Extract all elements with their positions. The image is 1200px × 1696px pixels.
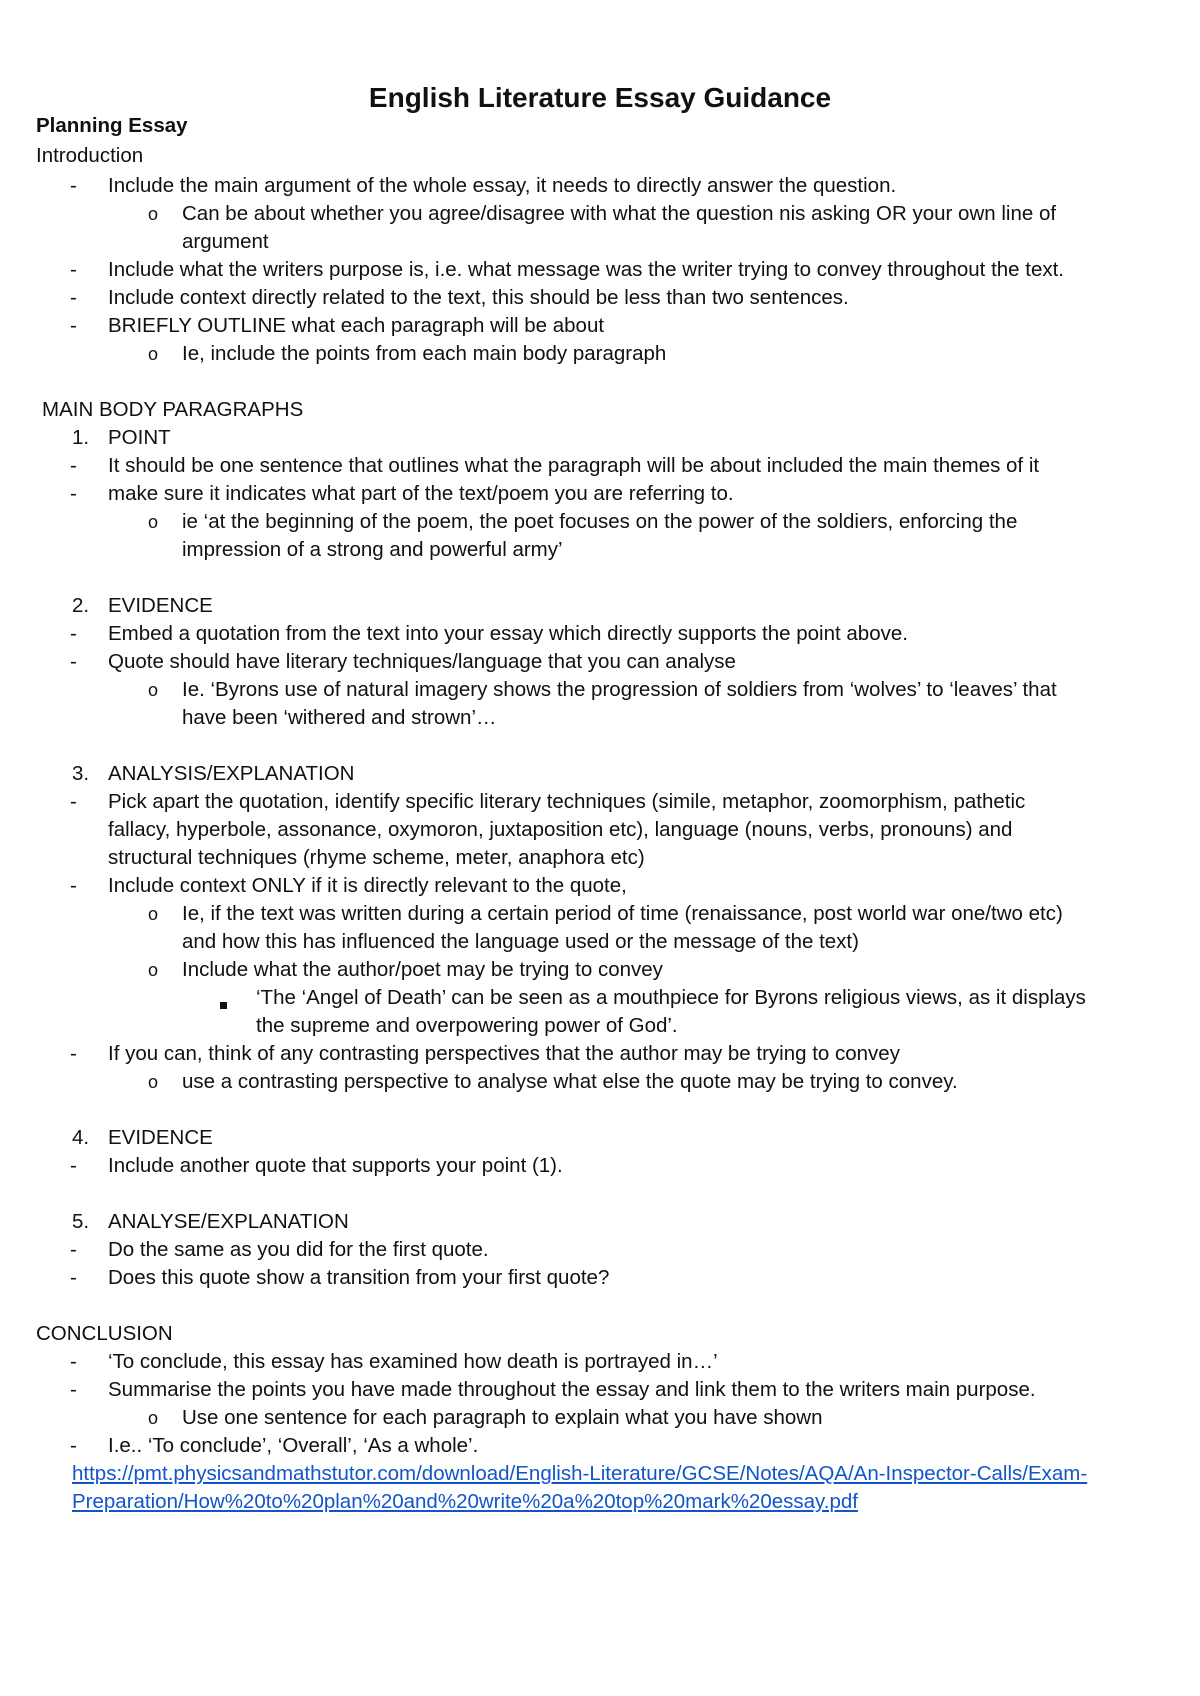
bullet-dash: -: [70, 174, 77, 197]
section-number: 2.: [72, 594, 90, 617]
main-body-heading: MAIN BODY PARAGRAPHS: [42, 398, 304, 421]
section-title-analyse: ANALYSE/EXPLANATION: [108, 1210, 349, 1233]
intro-bullet-4: BRIEFLY OUTLINE what each paragraph will be about: [108, 314, 605, 337]
bullet-dash: -: [70, 1266, 77, 1289]
bullet-dash: -: [70, 874, 77, 897]
planning-heading: Planning Essay: [36, 114, 188, 137]
bullet-dash: -: [70, 790, 77, 813]
bullet-dash: -: [70, 1378, 77, 1401]
section-number: 4.: [72, 1126, 90, 1149]
document-title: English Literature Essay Guidance: [368, 82, 832, 113]
analyse-bullet-2: Does this quote show a transition from your first quote?: [108, 1266, 610, 1289]
analysis-sub-2: Include what the author/poet may be trying to convey: [182, 958, 663, 981]
point-bullet-2: make sure it indicates what part of the text/poem you are referring to.: [108, 482, 734, 505]
bullet-circle: o: [148, 904, 159, 924]
section-title-evidence-2: EVIDENCE: [108, 1126, 213, 1149]
intro-bullet-2: Include what the writers purpose is, i.e. what message was the writer trying to convey throughout the text.: [108, 258, 1065, 281]
bullet-dash: -: [70, 482, 77, 505]
bullet-square: [220, 1002, 227, 1009]
bullet-dash: -: [70, 454, 77, 477]
bullet-dash: -: [70, 258, 77, 281]
evidence-sub-line-2: have been ‘withered and strown’…: [182, 706, 497, 729]
evidence-sub-line-1: Ie. ‘Byrons use of natural imagery shows the progression of soldiers from ‘wolves’ to ‘leaves’ that: [182, 678, 1057, 701]
section-title-analysis: ANALYSIS/EXPLANATION: [108, 762, 355, 785]
analysis-bullet-1-line-3: structural techniques (rhyme scheme, meter, anaphora etc): [108, 846, 645, 869]
bullet-dash: -: [70, 1154, 77, 1177]
intro-bullet-3: Include context directly related to the text, this should be less than two sentences.: [108, 286, 849, 309]
analysis-sub-3: use a contrasting perspective to analyse what else the quote may be trying to convey.: [182, 1070, 958, 1093]
conclusion-sub-2: Use one sentence for each paragraph to explain what you have shown: [182, 1406, 823, 1429]
bullet-dash: -: [70, 1238, 77, 1261]
conclusion-heading: CONCLUSION: [36, 1322, 173, 1345]
analysis-bullet-2: Include context ONLY if it is directly relevant to the quote,: [108, 874, 627, 897]
bullet-circle: o: [148, 1072, 159, 1092]
point-sub-line-1: ie ‘at the beginning of the poem, the poet focuses on the power of the soldiers, enforcing the: [182, 510, 1018, 533]
section-number: 1.: [72, 426, 90, 449]
source-link-line-1[interactable]: https://pmt.physicsandmathstutor.com/download/English-Literature/GCSE/Notes/AQA/An-Inspector-Calls/Exam-: [72, 1462, 1088, 1485]
analysis-subsub-line-2: the supreme and overpowering power of God’.: [256, 1014, 678, 1037]
conclusion-bullet-3: I.e.. ‘To conclude’, ‘Overall’, ‘As a whole’.: [108, 1434, 479, 1457]
conclusion-bullet-2: Summarise the points you have made throughout the essay and link them to the writers main purpose.: [108, 1378, 1036, 1401]
evidence-bullet-1: Embed a quotation from the text into your essay which directly supports the point above.: [108, 622, 908, 645]
bullet-dash: -: [70, 1042, 77, 1065]
evidence-bullet-2: Quote should have literary techniques/language that you can analyse: [108, 650, 736, 673]
analyse-bullet-1: Do the same as you did for the first quote.: [108, 1238, 489, 1261]
introduction-heading: Introduction: [36, 144, 144, 167]
intro-sub-1-line-1: Can be about whether you agree/disagree with what the question nis asking OR your own line of: [182, 202, 1057, 225]
analysis-bullet-3: If you can, think of any contrasting perspectives that the author may be trying to convey: [108, 1042, 900, 1065]
bullet-dash: -: [70, 650, 77, 673]
point-bullet-1: It should be one sentence that outlines what the paragraph will be about included the main themes of it: [108, 454, 1040, 477]
bullet-dash: -: [70, 622, 77, 645]
bullet-dash: -: [70, 1434, 77, 1457]
bullet-circle: o: [148, 960, 159, 980]
bullet-dash: -: [70, 286, 77, 309]
bullet-dash: -: [70, 1350, 77, 1373]
section-number: 3.: [72, 762, 90, 785]
analysis-sub-1-line-1: Ie, if the text was written during a certain period of time (renaissance, post world war one/two etc): [182, 902, 1063, 925]
point-sub-line-2: impression of a strong and powerful army’: [182, 538, 563, 561]
analysis-bullet-1-line-1: Pick apart the quotation, identify specific literary techniques (simile, metaphor, zoomorphism, pathetic: [108, 790, 1026, 813]
analysis-bullet-1-line-2: fallacy, hyperbole, assonance, oxymoron, juxtaposition etc), language (nouns, verbs, pronouns) and: [108, 818, 1013, 841]
intro-sub-4: Ie, include the points from each main body paragraph: [182, 342, 667, 365]
section-number: 5.: [72, 1210, 90, 1233]
conclusion-bullet-1: ‘To conclude, this essay has examined how death is portrayed in…’: [108, 1350, 718, 1373]
section-title-evidence: EVIDENCE: [108, 594, 213, 617]
evidence-2-bullet-1: Include another quote that supports your point (1).: [108, 1154, 563, 1177]
intro-bullet-1: Include the main argument of the whole essay, it needs to directly answer the question.: [108, 174, 897, 197]
section-title-point: POINT: [108, 426, 171, 449]
bullet-circle: o: [148, 680, 159, 700]
bullet-circle: o: [148, 1408, 159, 1428]
bullet-circle: o: [148, 204, 159, 224]
bullet-dash: -: [70, 314, 77, 337]
analysis-subsub-line-1: ‘The ‘Angel of Death’ can be seen as a mouthpiece for Byrons religious views, as it displays: [256, 986, 1086, 1009]
bullet-circle: o: [148, 512, 159, 532]
intro-sub-1-line-2: argument: [182, 230, 269, 253]
source-link-line-2[interactable]: Preparation/How%20to%20plan%20and%20write%20a%20top%20mark%20essay.pdf: [72, 1490, 858, 1513]
bullet-circle: o: [148, 344, 159, 364]
analysis-sub-1-line-2: and how this has influenced the language used or the message of the text): [182, 930, 859, 953]
